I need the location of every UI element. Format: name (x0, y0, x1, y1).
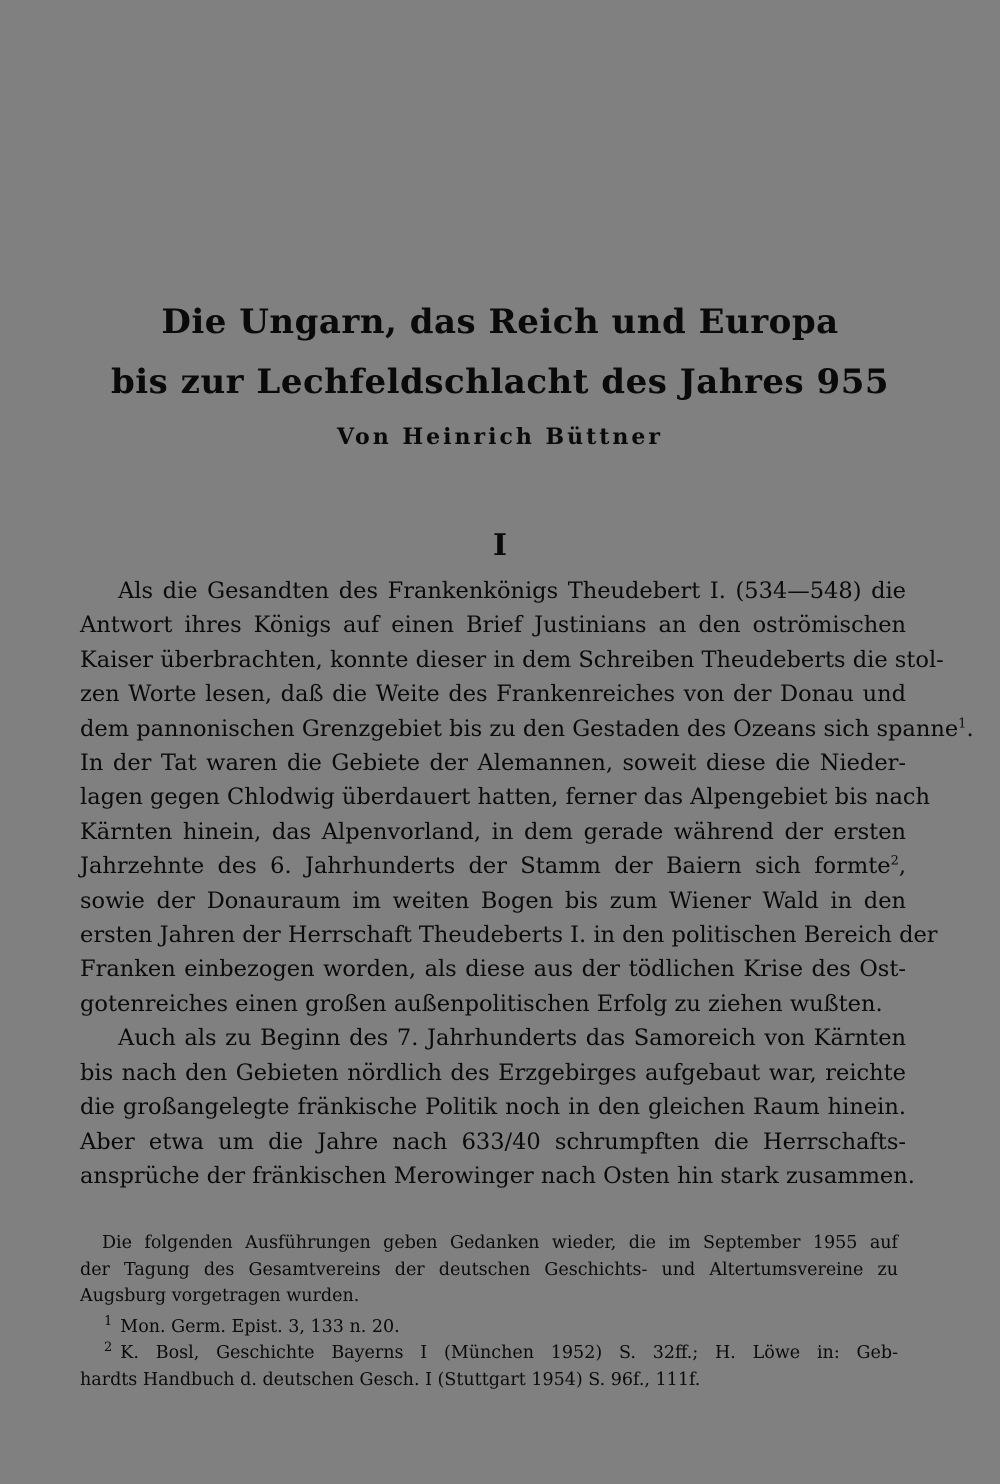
body-line: Franken einbezogen worden, als diese aus der tödlichen Krise des Ost- (80, 956, 906, 983)
footnote-2-number: 2 (104, 1340, 113, 1356)
article-title (0, 292, 1000, 412)
footnote-ref-1-tail: . (966, 715, 974, 742)
body-line: sowie der Donauraum im weiten Bogen bis zum Wiener Wald in den (80, 887, 906, 914)
author-byline: Von Heinrich Büttner (336, 424, 663, 450)
body-line: Kärnten hinein, das Alpenvorland, in dem gerade während der ersten (80, 818, 906, 845)
body-line (80, 712, 974, 746)
footnote-2 (80, 1340, 898, 1367)
note-intro-line: Augsburg vorgetragen wurden. (80, 1286, 360, 1306)
section-numeral: I (492, 528, 508, 563)
body-line: bis nach den Gebieten nördlich des Erzgebirges aufgebaut war, reichte (80, 1059, 906, 1086)
footnote-1-text: Mon. Germ. Epist. 3, 133 n. 20. (120, 1316, 400, 1337)
body-line: Aber etwa um die Jahre nach 633/40 schrumpften die Herrschafts- (80, 1128, 906, 1155)
body-line: Als die Gesandten des Frankenkönigs Theudebert I. (534—548) die (118, 578, 906, 604)
footnotes (80, 1230, 898, 1393)
body-line: Kaiser überbrachten, konnte dieser in dem Schreiben Theudeberts die stol- (80, 646, 944, 673)
note-intro-line: Die folgenden Ausführungen geben Gedanken wieder, die im September 1955 auf (102, 1233, 898, 1253)
footnote-2-text: K. Bosl, Geschichte Bayerns I (München 1952) S. 32ff.; H. Löwe in: Geb- (120, 1343, 898, 1363)
footnote-ref-2-tail: , (898, 853, 906, 880)
footnote-ref-2: 2 (890, 853, 899, 869)
body-line: zen Worte lesen, daß die Weite des Frankenreiches von der Donau und (80, 681, 906, 708)
body-line: Antwort ihres Königs auf einen Brief Justinians an den oströmischen (80, 612, 906, 639)
footnote-1 (80, 1314, 898, 1341)
body-line: lagen gegen Chlodwig überdauert hatten, ferner das Alpengebiet bis nach (80, 784, 930, 811)
footnote-2-continuation: hardts Handbuch d. deutschen Gesch. I (Stuttgart 1954) S. 96f., 111f. (80, 1369, 701, 1390)
note-intro-line: der Tagung des Gesamtvereins der deutschen Geschichts- und Altertumsvereine zu (80, 1259, 898, 1280)
body-line: ansprüche der fränkischen Merowinger nach Osten hin stark zusammen. (80, 1162, 915, 1189)
body-line: ersten Jahren der Herrschaft Theudeberts I. in den politischen Bereich der (80, 922, 938, 949)
body-line: In der Tat waren die Gebiete der Alemannen, soweit diese die Nieder- (80, 750, 906, 777)
footnote-1-number: 1 (104, 1313, 113, 1329)
body-line (80, 849, 906, 883)
body-line-text: Jahrzehnte des 6. Jahrhunderts der Stamm der Baiern sich formte (80, 853, 891, 880)
title-line-2: bis zur Lechfeldschlacht des Jahres 955 (110, 362, 890, 402)
body-text (80, 574, 974, 1193)
body-line: Auch als zu Beginn des 7. Jahrhunderts das Samoreich von Kärnten (118, 1025, 906, 1052)
footnote-ref-1: 1 (958, 716, 967, 732)
body-line-text: dem pannonischen Grenzgebiet bis zu den Gestaden des Ozeans sich spanne (80, 715, 959, 742)
title-line-1: Die Ungarn, das Reich und Europa (161, 302, 839, 342)
body-line: gotenreiches einen großen außenpolitischen Erfolg zu ziehen wußten. (80, 990, 883, 1017)
body-line: die großangelegte fränkische Politik noch in den gleichen Raum hinein. (80, 1094, 906, 1121)
